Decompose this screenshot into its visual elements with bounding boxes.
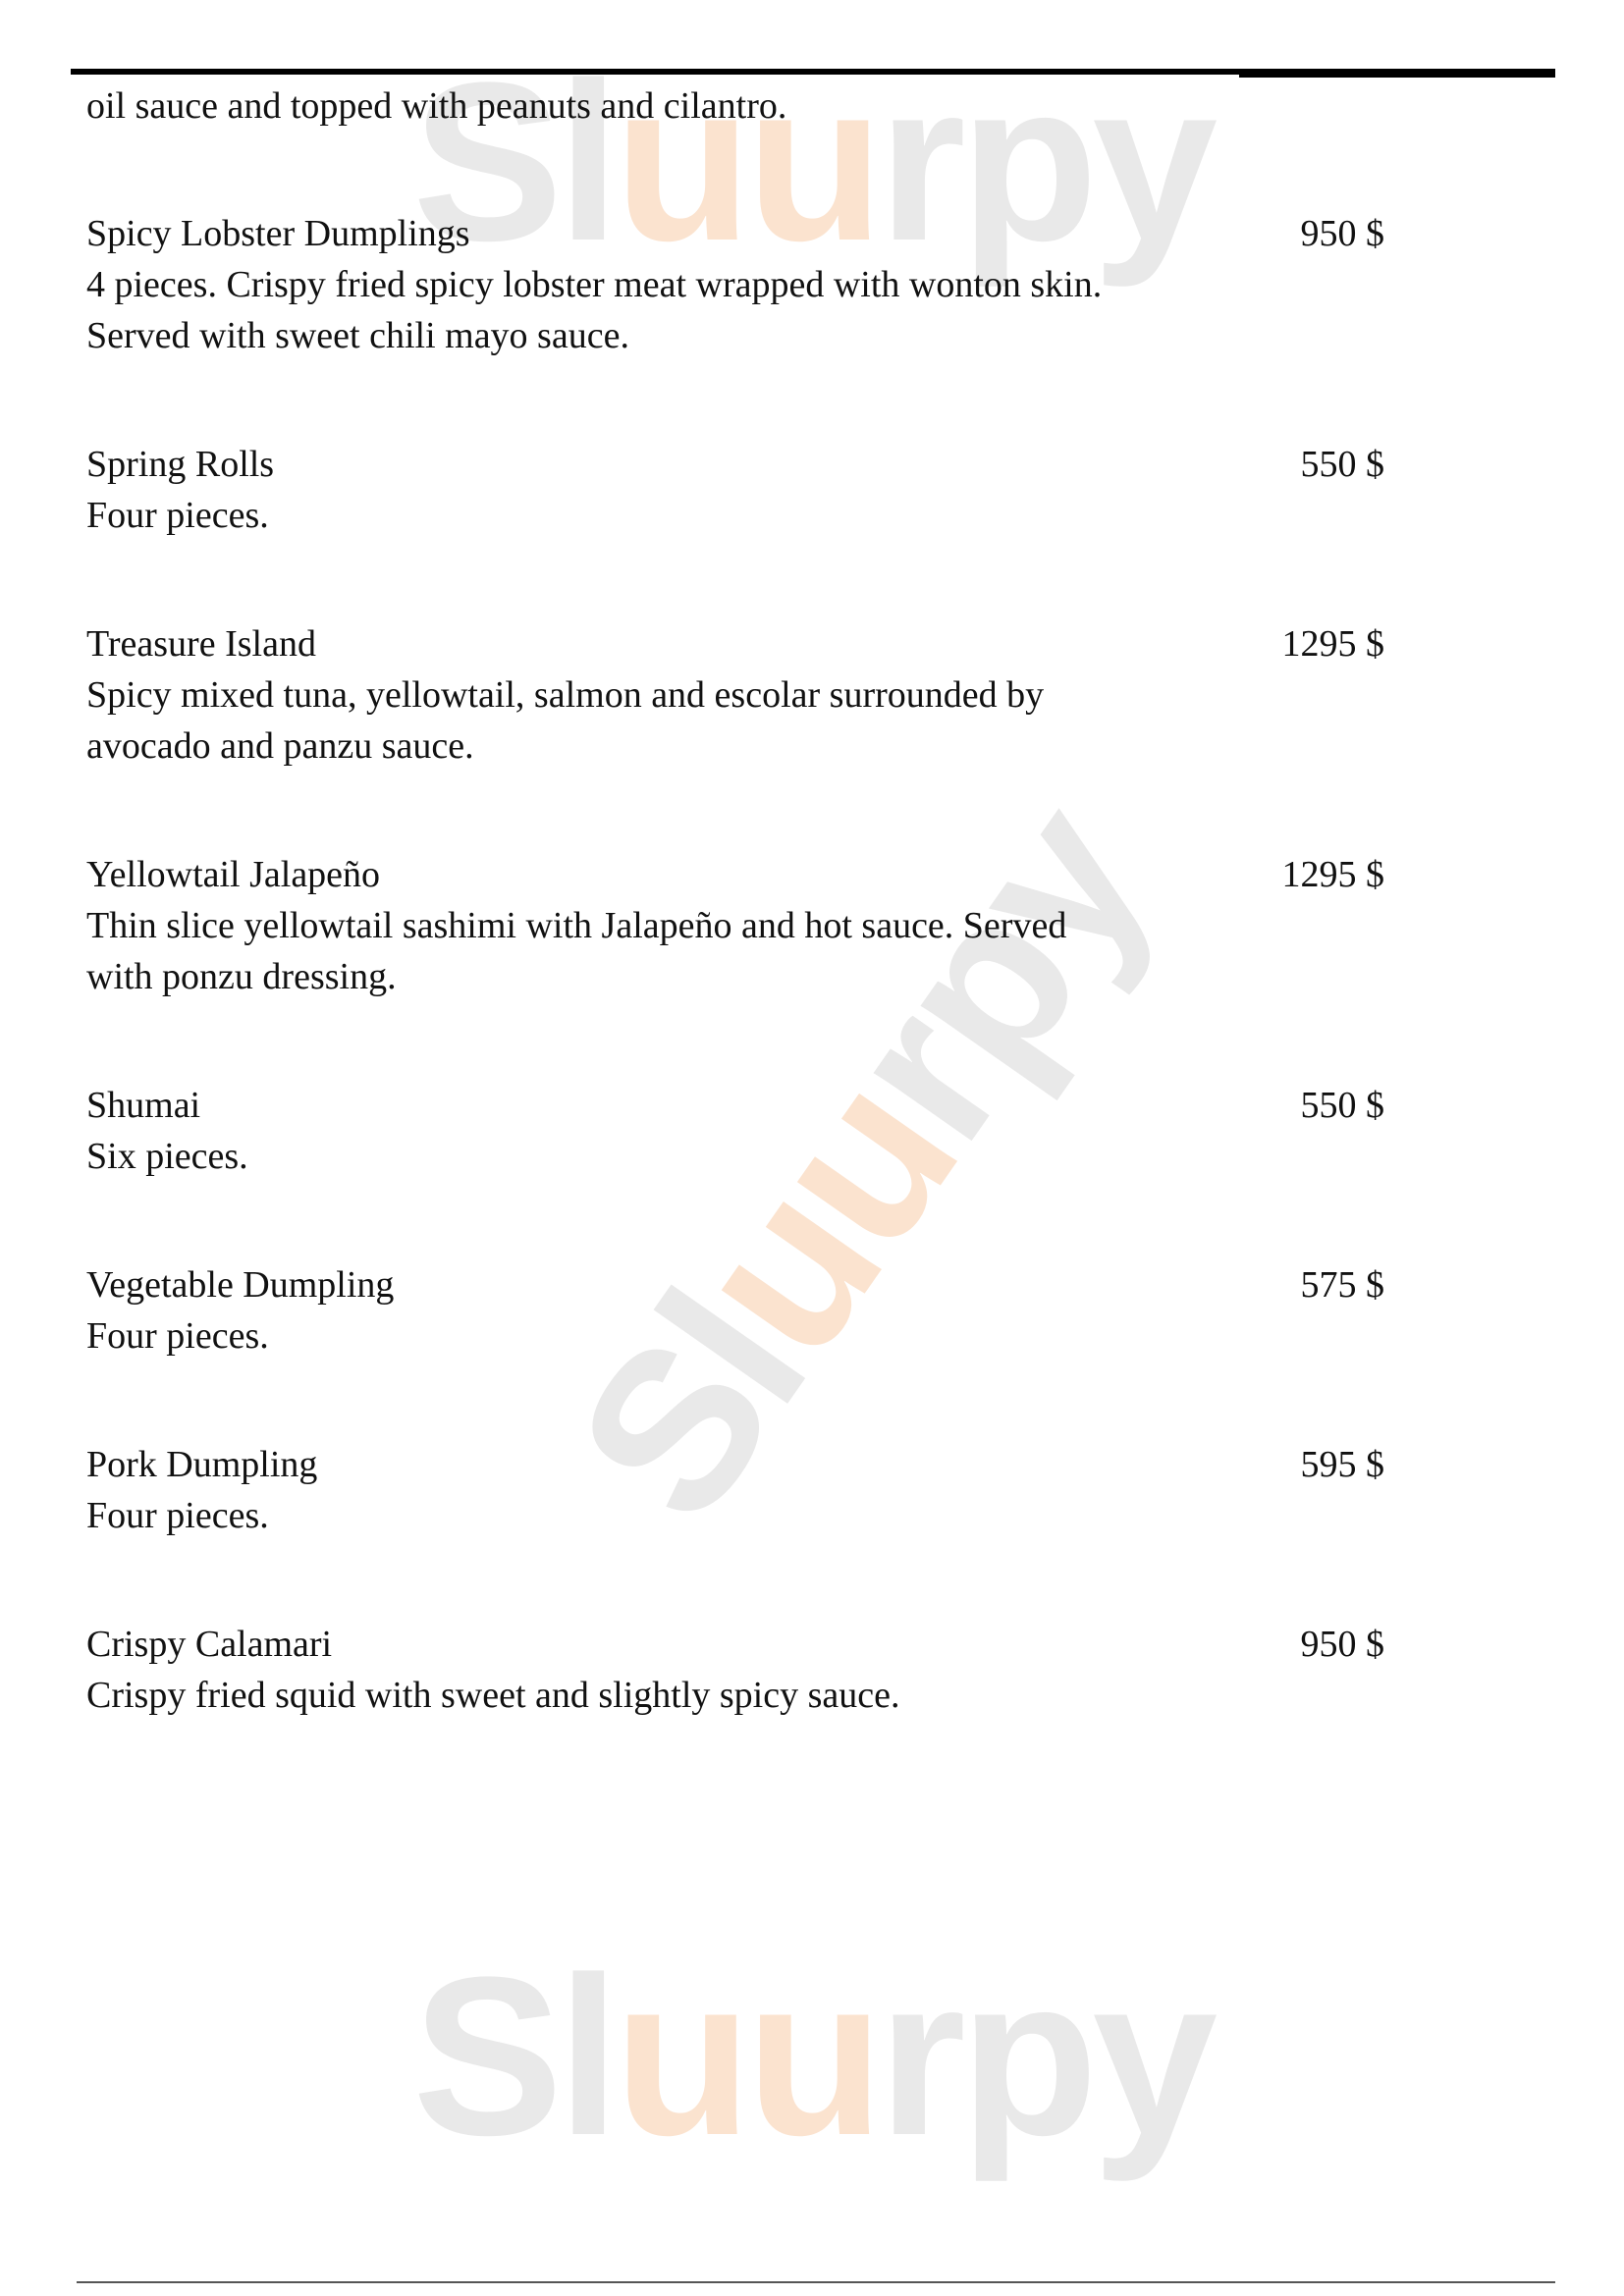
menu-item	[86, 849, 1384, 1002]
description-line: Crispy fried squid with sweet and slightly spicy sauce.	[86, 1675, 900, 1716]
sluurpy-watermark: Sluurpy	[412, 1930, 1213, 2182]
sluurpy-watermark: Sluurpy	[527, 763, 1194, 1563]
item-price: 550 $	[1300, 444, 1384, 485]
description-line: Served with sweet chili mayo sauce.	[86, 315, 629, 356]
item-name: Pork Dumpling	[86, 1444, 318, 1485]
item-price: 1295 $	[1281, 854, 1384, 895]
item-description	[86, 1490, 1245, 1541]
item-description	[86, 900, 1245, 1002]
description-line: Four pieces.	[86, 1495, 269, 1536]
item-description	[86, 490, 1245, 541]
item-description	[86, 1670, 1245, 1721]
item-name: Treasure Island	[86, 623, 316, 665]
item-name: Shumai	[86, 1085, 201, 1126]
description-line: Six pieces.	[86, 1136, 248, 1177]
description-line: avocado and panzu sauce.	[86, 725, 474, 767]
item-description	[86, 259, 1245, 361]
description-line: Thin slice yellowtail sashimi with Jalapeño and hot sauce. Served	[86, 905, 1067, 946]
menu-item	[86, 1259, 1384, 1362]
menu-item	[86, 439, 1384, 541]
item-price: 950 $	[1300, 1624, 1384, 1665]
item-name: Vegetable Dumpling	[86, 1264, 395, 1306]
description-line: 4 pieces. Crispy fried spicy lobster meat wrapped with wonton skin.	[86, 264, 1103, 305]
item-price: 550 $	[1300, 1085, 1384, 1126]
menu-item	[86, 618, 1384, 772]
item-price: 1295 $	[1281, 623, 1384, 665]
item-description	[86, 1310, 1245, 1362]
item-name: Spring Rolls	[86, 444, 275, 485]
item-description	[86, 1131, 1245, 1182]
description-line: with ponzu dressing.	[86, 956, 397, 997]
item-name: Yellowtail Jalapeño	[86, 854, 381, 895]
item-price: 575 $	[1300, 1264, 1384, 1306]
menu-item	[86, 1619, 1384, 1721]
description-line: Four pieces.	[86, 1315, 269, 1357]
item-price: 595 $	[1300, 1444, 1384, 1485]
bottom-rule	[77, 2281, 1555, 2283]
item-name: Crispy Calamari	[86, 1624, 333, 1665]
menu-item	[86, 1439, 1384, 1541]
menu-item	[86, 1080, 1384, 1182]
item-description	[86, 669, 1245, 772]
item-name: Spicy Lobster Dumplings	[86, 213, 470, 254]
menu-item	[86, 208, 1384, 361]
description-line: Four pieces.	[86, 495, 269, 536]
description-line: Spicy mixed tuna, yellowtail, salmon and escolar surrounded by	[86, 674, 1045, 716]
sluurpy-watermark: Sluurpy	[412, 35, 1213, 288]
top-rule-notch	[1239, 75, 1555, 78]
continued-description: oil sauce and topped with peanuts and cilantro.	[86, 85, 787, 127]
item-price: 950 $	[1300, 213, 1384, 254]
